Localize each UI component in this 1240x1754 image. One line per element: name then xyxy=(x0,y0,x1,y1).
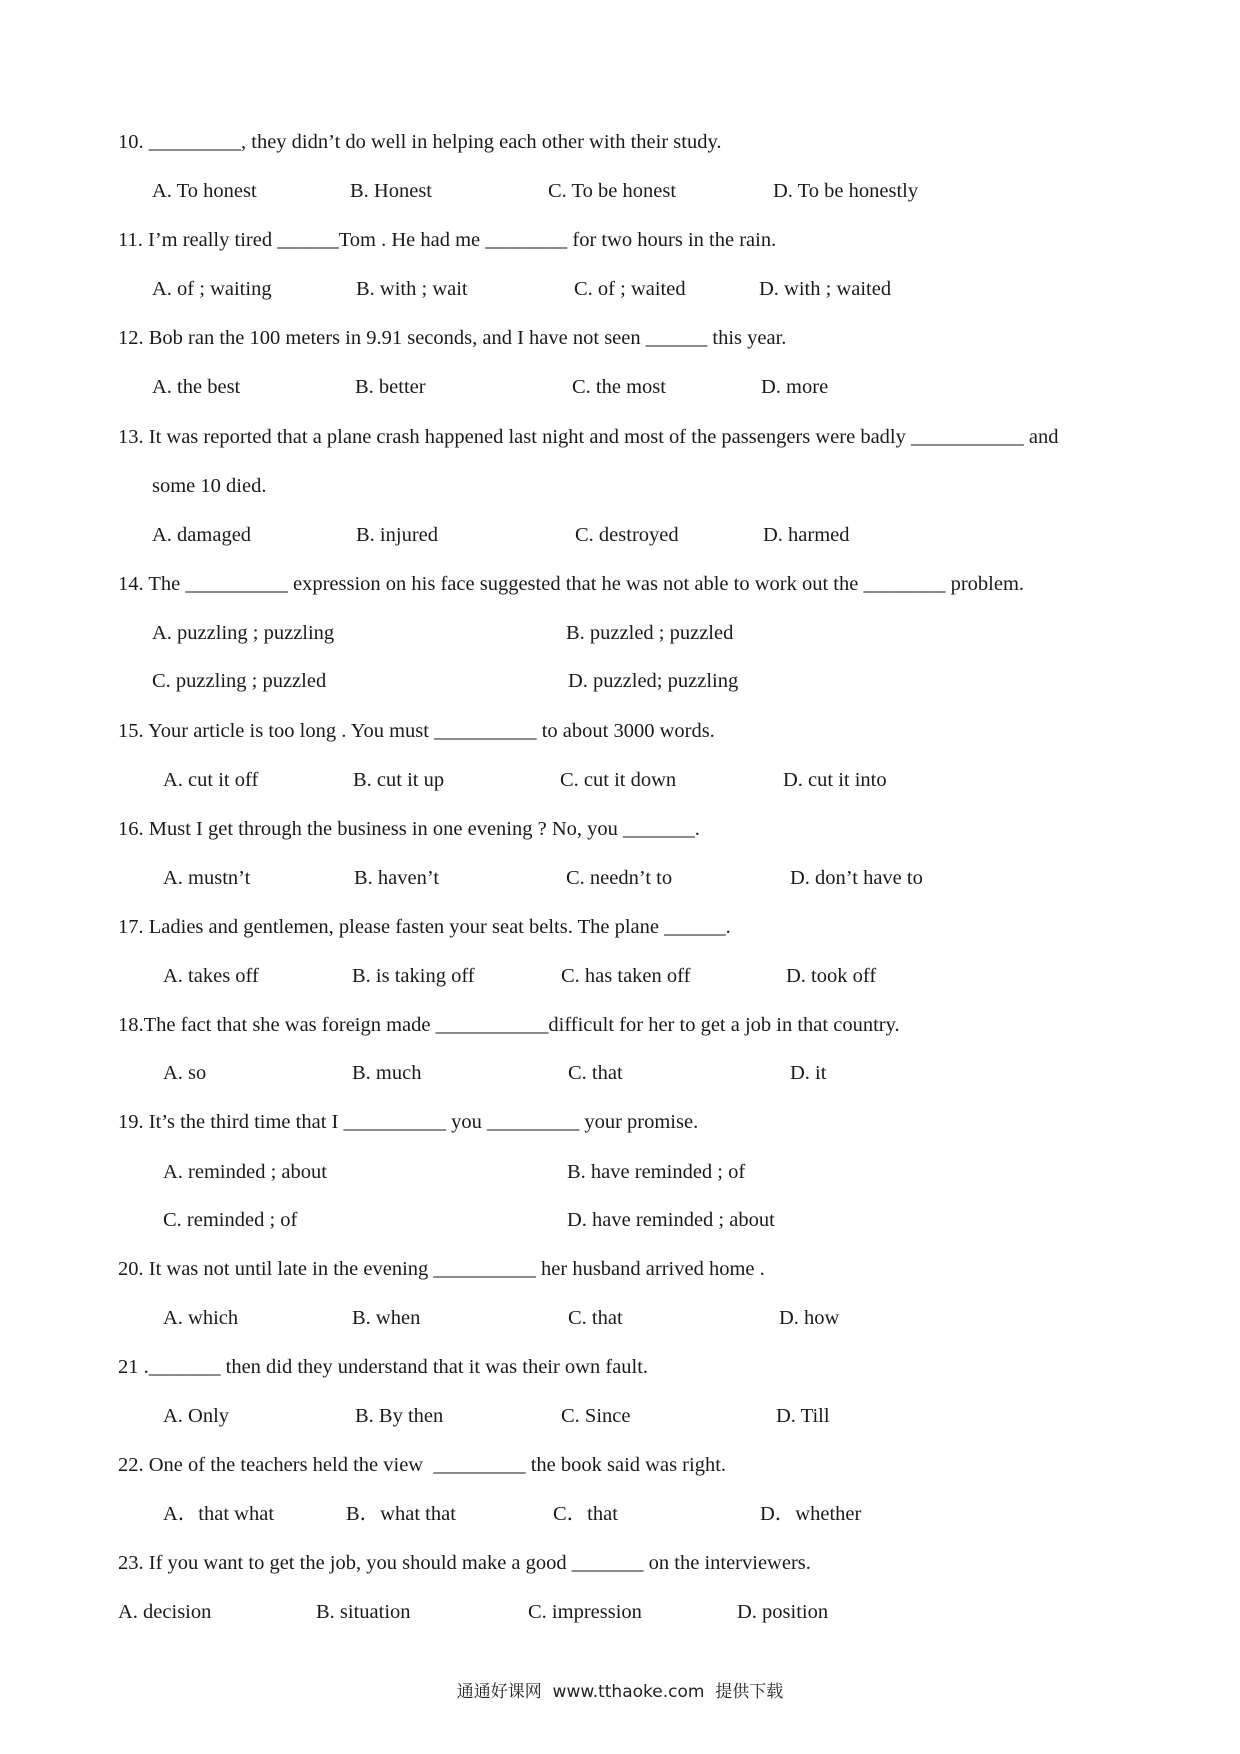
question-16-stem: 16. Must I get through the business in one evening ? No, you _______. xyxy=(118,818,700,840)
question-16-option-b: B. haven’t xyxy=(354,867,440,889)
question-10-option-b: B. Honest xyxy=(350,180,432,202)
question-13-option-d: D. harmed xyxy=(763,524,850,546)
question-17-option-a: A. takes off xyxy=(163,965,259,987)
question-10-stem: 10. _________, they didn’t do well in helping each other with their study. xyxy=(118,131,722,153)
question-21-option-c: C. Since xyxy=(561,1405,631,1427)
question-22-stem: 22. One of the teachers held the view _________ the book said was right. xyxy=(118,1454,727,1476)
question-19-option-a: A. reminded ; about xyxy=(163,1161,327,1183)
question-18-option-c: C. that xyxy=(568,1062,623,1084)
question-12-option-b: B. better xyxy=(355,376,426,398)
question-23-stem: 23. If you want to get the job, you should make a good _______ on the interviewers. xyxy=(118,1552,811,1574)
question-22-option-d: D．whether xyxy=(760,1503,862,1525)
question-13-stem: 13. It was reported that a plane crash happened last night and most of the passengers were badly ___________ and xyxy=(118,426,1059,448)
question-15-option-d: D. cut it into xyxy=(783,769,887,791)
question-17-option-d: D. took off xyxy=(786,965,877,987)
question-23-option-c: C. impression xyxy=(528,1601,642,1623)
question-10-option-d: D. To be honestly xyxy=(773,180,919,202)
question-13-option-c: C. destroyed xyxy=(575,524,679,546)
question-15-option-a: A. cut it off xyxy=(163,769,259,791)
question-11-option-d: D. with ; waited xyxy=(759,278,892,300)
question-11-stem: 11. I’m really tired ______Tom . He had me ________ for two hours in the rain. xyxy=(118,229,777,251)
question-23-option-b: B. situation xyxy=(316,1601,411,1623)
question-11-option-c: C. of ; waited xyxy=(574,278,686,300)
question-12-stem: 12. Bob ran the 100 meters in 9.91 seconds, and I have not seen ______ this year. xyxy=(118,327,787,349)
question-20-stem: 20. It was not until late in the evening __________ her husband arrived home . xyxy=(118,1258,765,1280)
question-22-option-b: B．what that xyxy=(346,1503,456,1525)
question-13-stem-continued: some 10 died. xyxy=(152,475,267,497)
question-17-option-c: C. has taken off xyxy=(561,965,691,987)
question-18-option-b: B. much xyxy=(352,1062,422,1084)
question-14-option-c: C. puzzling ; puzzled xyxy=(152,670,327,692)
question-20-option-d: D. how xyxy=(779,1307,840,1329)
question-11-option-a: A. of ; waiting xyxy=(152,278,272,300)
question-20-option-a: A. which xyxy=(163,1307,239,1329)
question-22-option-a: A．that what xyxy=(163,1503,275,1525)
question-20-option-c: C. that xyxy=(568,1307,623,1329)
question-13-option-a: A. damaged xyxy=(152,524,252,546)
question-18-option-d: D. it xyxy=(790,1062,827,1084)
question-18-option-a: A. so xyxy=(163,1062,207,1084)
question-22-option-c: C．that xyxy=(553,1503,618,1525)
question-16-option-c: C. needn’t to xyxy=(566,867,673,889)
question-14-stem: 14. The __________ expression on his face suggested that he was not able to work out the ________ problem. xyxy=(118,573,1025,595)
question-18-stem: 18.The fact that she was foreign made ___________difficult for her to get a job in that country. xyxy=(118,1014,900,1036)
question-17-stem: 17. Ladies and gentlemen, please fasten your seat belts. The plane ______. xyxy=(118,916,731,938)
question-16-option-a: A. mustn’t xyxy=(163,867,251,889)
question-14-option-b: B. puzzled ; puzzled xyxy=(566,622,734,644)
question-13-option-b: B. injured xyxy=(356,524,438,546)
question-20-option-b: B. when xyxy=(352,1307,421,1329)
question-12-option-c: C. the most xyxy=(572,376,666,398)
question-19-option-b: B. have reminded ; of xyxy=(567,1161,746,1183)
question-10-option-a: A. To honest xyxy=(152,180,257,202)
footer-source-note: 通通好课网 www.tthaoke.com 提供下载 xyxy=(456,1682,784,1702)
question-23-option-a: A. decision xyxy=(118,1601,212,1623)
question-16-option-d: D. don’t have to xyxy=(790,867,923,889)
question-14-option-a: A. puzzling ; puzzling xyxy=(152,622,335,644)
question-12-option-a: A. the best xyxy=(152,376,241,398)
question-19-stem: 19. It’s the third time that I __________ you _________ your promise. xyxy=(118,1111,699,1133)
question-12-option-d: D. more xyxy=(761,376,829,398)
question-23-option-d: D. position xyxy=(737,1601,829,1623)
question-21-option-d: D. Till xyxy=(776,1405,830,1427)
question-17-option-b: B. is taking off xyxy=(352,965,475,987)
question-15-option-c: C. cut it down xyxy=(560,769,677,791)
question-21-stem: 21 ._______ then did they understand that it was their own fault. xyxy=(118,1356,649,1378)
question-14-option-d: D. puzzled; puzzling xyxy=(568,670,739,692)
question-19-option-d: D. have reminded ; about xyxy=(567,1209,775,1231)
question-21-option-a: A. Only xyxy=(163,1405,230,1427)
question-11-option-b: B. with ; wait xyxy=(356,278,468,300)
question-19-option-c: C. reminded ; of xyxy=(163,1209,298,1231)
question-10-option-c: C. To be honest xyxy=(548,180,677,202)
question-15-option-b: B. cut it up xyxy=(353,769,445,791)
question-15-stem: 15. Your article is too long . You must __________ to about 3000 words. xyxy=(118,720,715,742)
question-21-option-b: B. By then xyxy=(355,1405,444,1427)
